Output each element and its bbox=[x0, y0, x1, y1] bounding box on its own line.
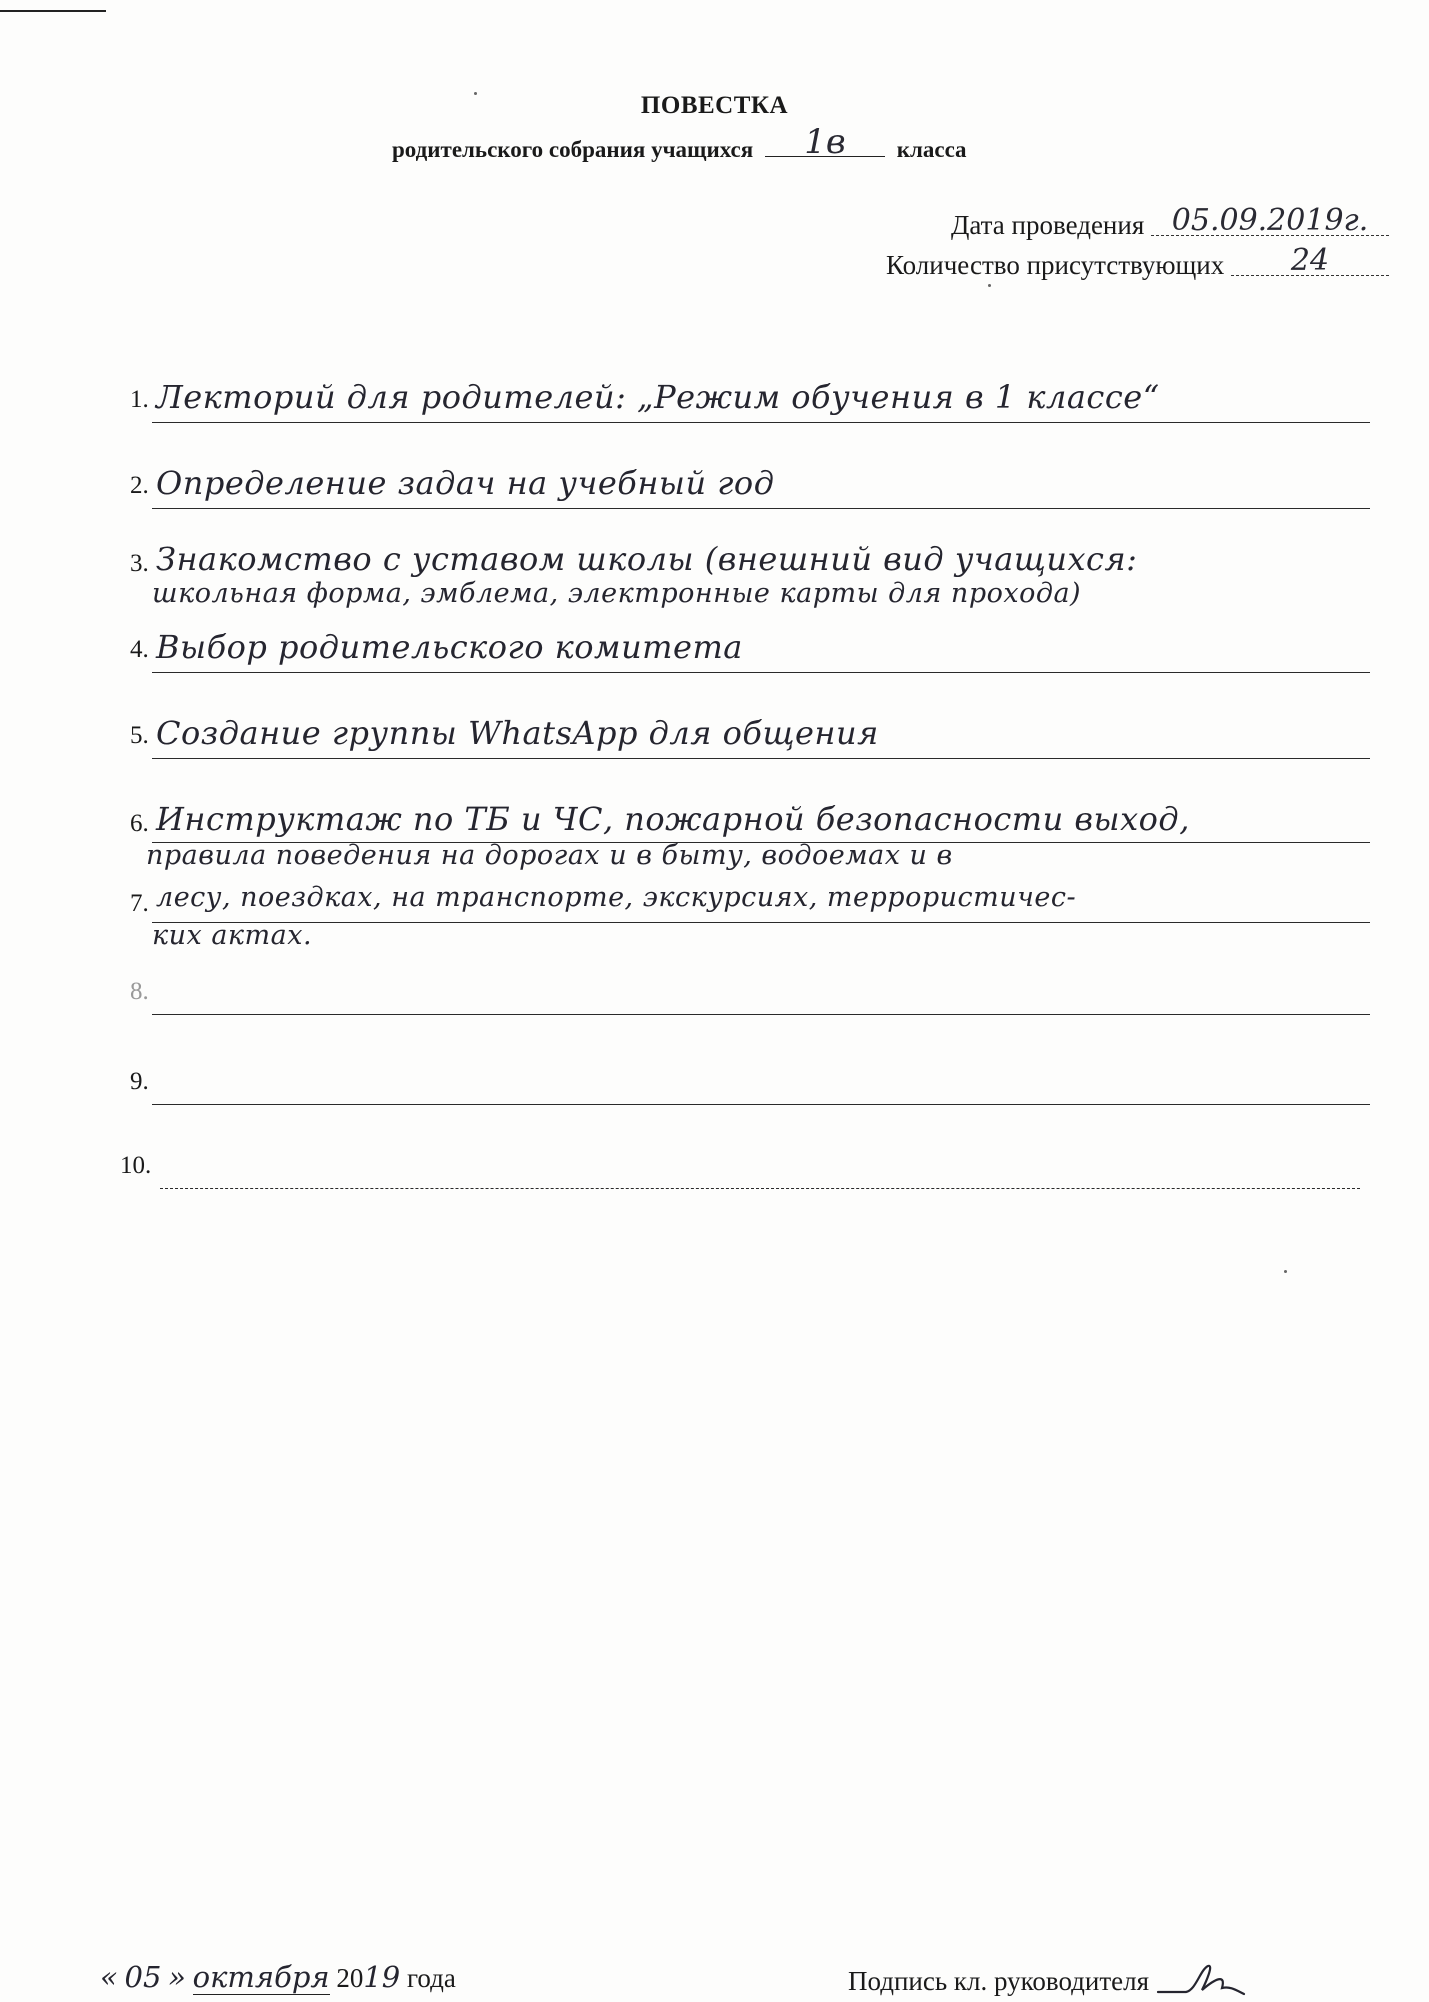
agenda-item-line bbox=[160, 1188, 1360, 1189]
count-label: Количество присутствующих bbox=[886, 250, 1225, 280]
agenda-item-text: Знакомство с уставом школы (внешний вид учащихся: bbox=[156, 540, 1138, 578]
agenda-item-number: 10. bbox=[120, 1152, 152, 1179]
agenda-item-text: лесу, поездках, на транспорте, экскурсиях, террористичес- bbox=[156, 882, 1077, 913]
date-label: Дата проведения bbox=[950, 210, 1145, 240]
agenda-item-number: 8. bbox=[130, 978, 149, 1005]
agenda-item-number: 7. bbox=[130, 890, 149, 917]
agenda-item-text: Инструктаж по ТБ и ЧС, пожарной безопасности выход, bbox=[156, 800, 1190, 838]
count-value: 24 bbox=[1231, 247, 1389, 276]
agenda-item-text: Создание группы WhatsApp для общения bbox=[156, 714, 879, 752]
agenda-item-number: 3. bbox=[130, 550, 149, 577]
year-suffix: 19 bbox=[363, 1960, 401, 1994]
year-prefix: 20 bbox=[336, 1963, 364, 1993]
document-date-footer bbox=[100, 1960, 456, 1995]
agenda-item-number: 9. bbox=[130, 1068, 149, 1095]
attendance-row bbox=[886, 243, 1389, 281]
agenda-item-number: 6. bbox=[130, 810, 149, 837]
class-value: 1в bbox=[765, 128, 885, 157]
corner-mark bbox=[0, 10, 106, 12]
scan-speck bbox=[474, 92, 477, 95]
agenda-item-text: правила поведения на дорогах и в быту, водоемах и в bbox=[146, 840, 953, 871]
date-value: 05.09.2019г. bbox=[1151, 207, 1389, 236]
agenda-item-number: 4. bbox=[130, 636, 149, 663]
agenda-item-line bbox=[152, 1014, 1370, 1015]
agenda-item-line bbox=[152, 422, 1370, 423]
agenda-item-text-continued: школьная форма, эмблема, электронные карты для прохода) bbox=[152, 578, 1082, 609]
document-subtitle bbox=[392, 122, 967, 163]
year-word: года bbox=[407, 1963, 456, 1993]
footer-day: 05 bbox=[124, 1960, 162, 1994]
scan-speck bbox=[988, 284, 991, 287]
meeting-date-row bbox=[950, 203, 1389, 241]
scan-speck bbox=[1284, 1270, 1287, 1273]
subtitle-prefix: родительского собрания учащихся bbox=[392, 137, 754, 162]
agenda-item-text: Лекторий для родителей: „Режим обучения в 1 классе“ bbox=[156, 378, 1160, 416]
agenda-item-text: Определение задач на учебный год bbox=[156, 464, 775, 502]
agenda-item-line bbox=[152, 1104, 1370, 1105]
handwritten-signature bbox=[1156, 1960, 1246, 2000]
agenda-item-text-continued: ких актах. bbox=[152, 920, 313, 951]
agenda-item-line bbox=[152, 922, 1370, 923]
agenda-item-line bbox=[152, 508, 1370, 509]
agenda-item-number: 1. bbox=[130, 386, 149, 413]
agenda-item-number: 2. bbox=[130, 472, 149, 499]
agenda-item-line bbox=[152, 672, 1370, 673]
agenda-item-text: Выбор родительского комитета bbox=[156, 628, 743, 666]
quote-close: » bbox=[168, 1960, 186, 1994]
subtitle-suffix: класса bbox=[896, 137, 967, 162]
agenda-item-number: 5. bbox=[130, 722, 149, 749]
signature-block bbox=[848, 1960, 1246, 2000]
quote-open: « bbox=[100, 1960, 118, 1994]
agenda-item-line bbox=[152, 758, 1370, 759]
document-title: ПОВЕСТКА bbox=[640, 92, 789, 119]
signature-label: Подпись кл. руководителя bbox=[848, 1966, 1150, 1996]
footer-month: октября bbox=[192, 1960, 330, 1994]
